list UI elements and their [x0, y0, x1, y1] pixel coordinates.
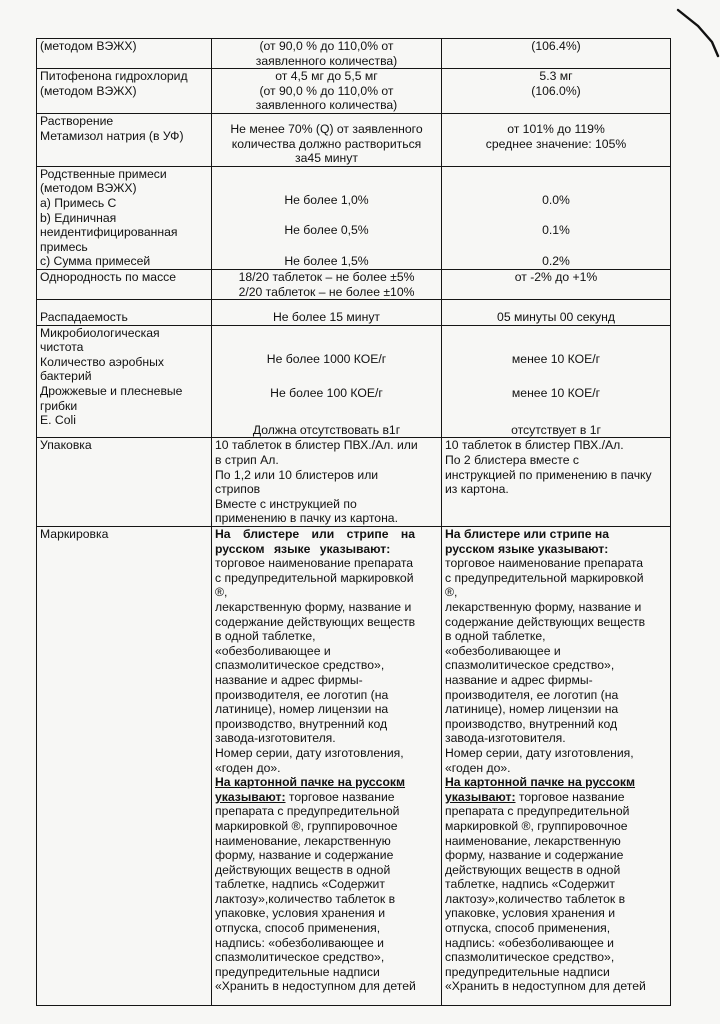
parameter-name: Микробиологическая [40, 325, 160, 340]
table-row [37, 113, 671, 166]
text-line: название и адрес фирмы- [445, 672, 593, 687]
section-heading: На блистере или стрипе на [445, 527, 610, 542]
parameter-method: (методом ВЭЖХ) [40, 181, 137, 196]
text-line: с предупредительной маркировкой [445, 570, 644, 585]
parameter-name: Растворение [40, 113, 114, 128]
parameter-cell [37, 300, 212, 326]
text-line: форму, название и содержание [215, 848, 394, 863]
table-row [37, 39, 671, 69]
spec-cell [212, 527, 442, 1006]
text-line: Номер серии, дату изготовления, [215, 745, 404, 760]
section-heading: На картонной пачке на руссокм [445, 775, 636, 790]
spec-cell [212, 269, 442, 299]
section-heading: указывают: [215, 789, 286, 804]
result-cell [442, 269, 671, 299]
result-value: из картона. [445, 482, 509, 497]
text-line: ®, [445, 585, 458, 600]
text-line: завода-изготовителя. [445, 731, 566, 746]
specification-table [36, 38, 671, 1006]
spec-line: количества должно раствориться [231, 136, 422, 151]
text-line: препарата с предупредительной [445, 804, 630, 819]
text-line: завода-изготовителя. [215, 731, 336, 746]
section-heading: На блистере или стрипе на [215, 527, 416, 542]
micro-label: Количество аэробных [40, 354, 164, 369]
spec-cell [212, 113, 442, 166]
parameter-name: Питофенона гидрохлорид [40, 69, 188, 84]
result-value: среднее значение: 105% [485, 136, 627, 151]
text-line: лекарственную форму, название и [445, 600, 642, 614]
text-line: латинице), номер лицензии на [445, 702, 619, 717]
spec-line: стрипов [215, 482, 261, 497]
spec-line: в стрип Ал. [215, 453, 279, 468]
text-line: действующих веществ в одной [215, 862, 391, 877]
text-line: Номер серии, дату изготовления, [445, 745, 634, 760]
spec-line: заявленного количества) [255, 53, 398, 68]
section-heading: указывают: [445, 789, 516, 804]
result-value: от -2% до +1% [514, 269, 598, 284]
result-value: (106.0%) [531, 83, 581, 98]
parameter-cell [37, 113, 212, 166]
text-line: надпись: «обезболивающее и [215, 935, 384, 950]
text-line: отпуска, способ применения, [215, 921, 381, 936]
section-heading: На картонной пачке на руссокм [215, 775, 406, 790]
text-line: в одной таблетке, [215, 629, 316, 644]
parameter-cell [37, 39, 212, 69]
spec-cell [212, 166, 442, 269]
text-line: надпись: «обезболивающее и [445, 935, 614, 950]
text-line: таблетке, надпись «Содержит [215, 877, 385, 892]
text-line: спазмолитическое средство», [215, 950, 385, 965]
text-fragment: торговое название [515, 789, 625, 804]
micro-label: Дрожжевые и плесневые [40, 384, 183, 399]
result-cell [442, 300, 671, 326]
pen-stroke-mark [672, 4, 720, 64]
result-cell [442, 69, 671, 114]
impurity-label: b) Единичная [40, 210, 117, 225]
section-heading: русском языке указывают: [215, 541, 391, 556]
text-line: упаковке, условия хранения и [445, 906, 616, 921]
table-row [37, 527, 671, 1006]
text-line: содержание действующих веществ [445, 614, 646, 629]
text-line: название и адрес фирмы- [215, 672, 363, 687]
table-row [37, 269, 671, 299]
impurity-label: а) Примесь С [40, 195, 117, 210]
result-value: 10 таблеток в блистер ПВХ./Ал. [445, 438, 624, 453]
text-line: спазмолитическое средство», [215, 658, 385, 673]
text-line: «Хранить в недоступном для детей [445, 979, 646, 994]
spec-line: Не более 100 КОЕ/г [270, 386, 383, 401]
text-line: упаковке, условия хранения и [215, 906, 386, 921]
text-line: «годен до». [215, 760, 281, 775]
text-line: препарата с предупредительной [215, 804, 400, 819]
spec-line: применению в пачку из картона. [215, 511, 398, 526]
spec-cell [212, 438, 442, 527]
section-heading: русском языке указывают: [445, 541, 609, 556]
micro-label: грибки [40, 398, 78, 413]
parameter-method: (методом ВЭЖХ) [40, 83, 137, 98]
result-value: 0.2% [542, 253, 570, 268]
micro-label: бактерий [40, 369, 92, 384]
table-row [37, 300, 671, 326]
spec-line: заявленного количества) [255, 98, 398, 113]
result-value: от 101% до 119% [507, 121, 605, 136]
impurity-label: примесь [40, 239, 88, 254]
impurity-label: с) Сумма примесей [40, 254, 151, 269]
parameter-cell [37, 166, 212, 269]
text-line: производителя, ее логотип (на [215, 687, 389, 702]
text-line: «Хранить в недоступном для детей [215, 979, 416, 994]
text-line: «обезболивающее и [445, 643, 561, 658]
text-line: наименование, лекарственную [215, 833, 391, 848]
parameter-name: Упаковка [40, 438, 92, 453]
table-row [37, 166, 671, 269]
spec-line: Не более 1,5% [284, 253, 369, 268]
result-value: 0.1% [542, 223, 570, 238]
text-line: «годен до». [445, 760, 511, 775]
text-line: производителя, ее логотип (на [445, 687, 619, 702]
parameter-cell [37, 438, 212, 527]
parameter-cell [37, 527, 212, 1006]
text-line: спазмолитическое средство», [445, 658, 615, 673]
impurity-label: неидентифицированная [40, 225, 178, 240]
text-line: содержание действующих веществ [215, 614, 416, 629]
spec-line: от 4,5 мг до 5,5 мг [275, 69, 378, 84]
result-cell [442, 325, 671, 438]
spec-line: 10 таблеток в блистер ПВХ./Ал. или [215, 438, 418, 453]
result-value: 05 минуты 00 секунд [497, 310, 615, 325]
result-cell [442, 113, 671, 166]
text-line [445, 790, 667, 805]
parameter-name: Распадаемость [40, 310, 128, 325]
result-cell [442, 438, 671, 527]
spec-cell [212, 39, 442, 69]
text-line: торговое наименование препарата [445, 556, 644, 571]
text-line [215, 790, 438, 805]
result-value: менее 10 КОЕ/г [511, 351, 601, 366]
text-line: предупредительные надписи [445, 964, 610, 979]
result-value: отсутствует в 1г [511, 422, 601, 437]
spec-line: Не более 0,5% [284, 223, 369, 238]
table-row [37, 325, 671, 438]
text-line: торговое наименование препарата [215, 556, 414, 571]
result-cell [442, 39, 671, 69]
result-value: (106.4%) [531, 39, 581, 53]
text-line: лактозу»,количество таблеток в [445, 891, 626, 906]
text-line: производство, внутренний код [445, 716, 618, 731]
text-line: отпуска, способ применения, [445, 921, 611, 936]
result-value: инструкцией по применению в пачку [445, 467, 652, 482]
text-line: предупредительные надписи [215, 964, 380, 979]
text-line: действующих веществ в одной [445, 862, 621, 877]
spec-cell [212, 325, 442, 438]
text-line: наименование, лекарственную [445, 833, 621, 848]
text-line: спазмолитическое средство», [445, 950, 615, 965]
spec-line: (от 90,0 % до 110,0% от [259, 39, 394, 53]
result-value: 5.3 мг [539, 69, 573, 84]
spec-line: Должна отсутствовать в1г [252, 422, 401, 437]
parameter-subname: Метамизол натрия (в УФ) [40, 128, 184, 143]
spec-line: Не менее 70% (Q) от заявленного [230, 121, 423, 136]
result-value: По 2 блистера вместе с [445, 453, 579, 468]
spec-line: Вместе с инструкцией по [215, 496, 357, 511]
parameter-cell [37, 269, 212, 299]
text-fragment: торговое название [285, 789, 395, 804]
text-line: в одной таблетке, [445, 629, 546, 644]
spec-line: Не более 1,0% [284, 192, 369, 207]
spec-line: (от 90,0 % до 110,0% от [259, 83, 394, 98]
spec-cell [212, 300, 442, 326]
text-line: маркировкой ®, группировочное [215, 818, 398, 833]
text-line: форму, название и содержание [445, 848, 624, 863]
spec-line: По 1,2 или 10 блистеров или [215, 467, 379, 482]
parameter-cell [37, 325, 212, 438]
table-row [37, 438, 671, 527]
spec-line: за45 минут [295, 151, 358, 166]
result-value: 0.0% [542, 192, 570, 207]
text-line: лекарственную форму, название и [215, 600, 412, 614]
spec-line: 2/20 таблеток – не более ±10% [238, 284, 415, 299]
parameter-name: Родственные примеси [40, 166, 167, 181]
parameter-name: Маркировка [40, 527, 109, 542]
text-line: с предупредительной маркировкой [215, 570, 414, 585]
spec-line: Не более 15 минут [272, 310, 381, 325]
parameter-name: чистота [40, 340, 84, 355]
spec-cell [212, 69, 442, 114]
spec-line: 18/20 таблеток – не более ±5% [238, 269, 415, 284]
result-value: менее 10 КОЕ/г [511, 386, 601, 401]
result-cell [442, 527, 671, 1006]
text-line: ®, [215, 585, 228, 600]
spec-line: Не более 1000 КОЕ/г [266, 351, 387, 366]
text-line: производство, внутренний код [215, 716, 388, 731]
text-line: «обезболивающее и [215, 643, 331, 658]
table-row [37, 69, 671, 114]
text-line: таблетке, надпись «Содержит [445, 877, 615, 892]
micro-label: E. Coli [40, 413, 76, 428]
text-line: маркировкой ®, группировочное [445, 818, 628, 833]
result-cell [442, 166, 671, 269]
parameter-name: Однородность по массе [40, 269, 177, 284]
text-line: лактозу»,количество таблеток в [215, 891, 396, 906]
parameter-name: (методом ВЭЖХ) [40, 39, 137, 53]
parameter-cell [37, 69, 212, 114]
text-line: латинице), номер лицензии на [215, 702, 389, 717]
